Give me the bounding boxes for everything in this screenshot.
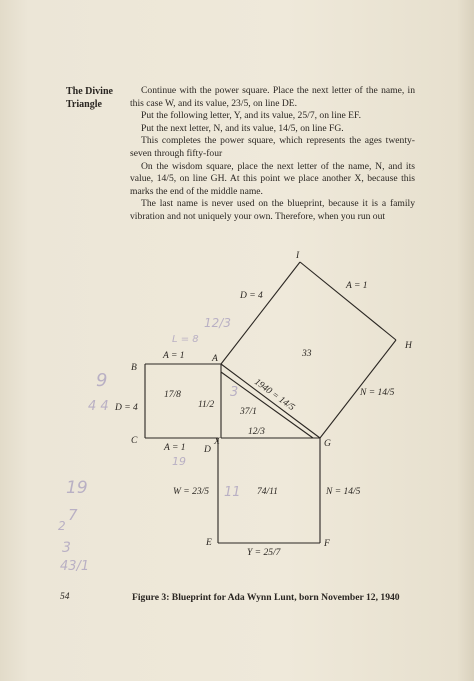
point-b: B (131, 363, 137, 373)
label-n145-gh: N = 14/5 (360, 388, 395, 398)
label-d4-left: D = 4 (115, 403, 138, 413)
point-a: A (212, 354, 218, 364)
pencil-note: 19 (172, 455, 186, 468)
page-number: 54 (60, 592, 70, 602)
line-a-g-inner (221, 372, 313, 438)
paragraph: The last name is never used on the blueprint, because it is a family vibration and not uniquely your own. Therefore, when you run out (130, 198, 415, 222)
pencil-note: 43/1 (60, 559, 90, 574)
pencil-note: 2 (58, 519, 66, 533)
label-12-3: 12/3 (248, 427, 265, 437)
paragraph: This completes the power square, which represents the ages twenty-seven through fifty-four (130, 135, 415, 159)
side-heading-line-2: Triangle (66, 99, 102, 110)
pencil-note: 7 (68, 506, 78, 524)
pencil-note: 12/3 (204, 316, 231, 330)
label-37-1: 37/1 (240, 407, 257, 417)
paragraph: Put the following letter, Y, and its value, 25/7, on line EF. (141, 110, 362, 122)
label-33: 33 (302, 349, 312, 359)
pencil-note: 11 (224, 485, 241, 500)
pencil-note: 4 4 (88, 399, 109, 414)
pencil-note: 3 (62, 540, 71, 556)
label-d4-top: D = 4 (240, 291, 263, 301)
label-1940: 1940 = 14/5 (252, 377, 297, 414)
label-a1-bottom: A = 1 (164, 443, 186, 453)
label-w23-5: W = 23/5 (173, 487, 209, 497)
figure-caption: Figure 3: Blueprint for Ada Wynn Lunt, born November 12, 1940 (132, 592, 400, 603)
line-a-i (221, 262, 300, 364)
paragraph: On the wisdom square, place the next letter of the name, N, and its value, 14/5, on line GH. At this point we place another X, because this marks the end of the middle name. (130, 160, 415, 197)
paragraph: Put the next letter, N, and its value, 14/5, on line FG. (141, 122, 344, 134)
pencil-note: 9 (96, 370, 108, 391)
point-x: X (214, 437, 220, 447)
label-74-11: 74/11 (257, 487, 278, 497)
label-n145-fg: N = 14/5 (326, 487, 361, 497)
point-f: F (324, 539, 330, 549)
point-g: G (324, 439, 331, 449)
pencil-note: L = 8 (172, 334, 199, 345)
point-e: E (206, 538, 212, 548)
side-heading-line-1: The Divine (66, 86, 113, 97)
paragraph: Continue with the power square. Place the next letter of the name, in this case W, and its value, 23/5, on line DE. (130, 85, 415, 109)
line-a-g (221, 364, 320, 438)
label-11-2: 11/2 (198, 400, 215, 410)
point-d: D (204, 445, 211, 455)
label-17-8: 17/8 (164, 390, 181, 400)
diagram-lines (145, 262, 396, 543)
pencil-note: 3 (230, 385, 239, 400)
label-a1-top: A = 1 (163, 351, 185, 361)
line-i-h (300, 262, 396, 340)
point-i: I (296, 251, 300, 261)
label-y25-7: Y = 25/7 (247, 548, 281, 558)
point-h: H (405, 341, 412, 351)
point-c: C (131, 436, 138, 446)
pencil-note: 19 (66, 478, 88, 498)
label-a1-right: A = 1 (346, 281, 368, 291)
